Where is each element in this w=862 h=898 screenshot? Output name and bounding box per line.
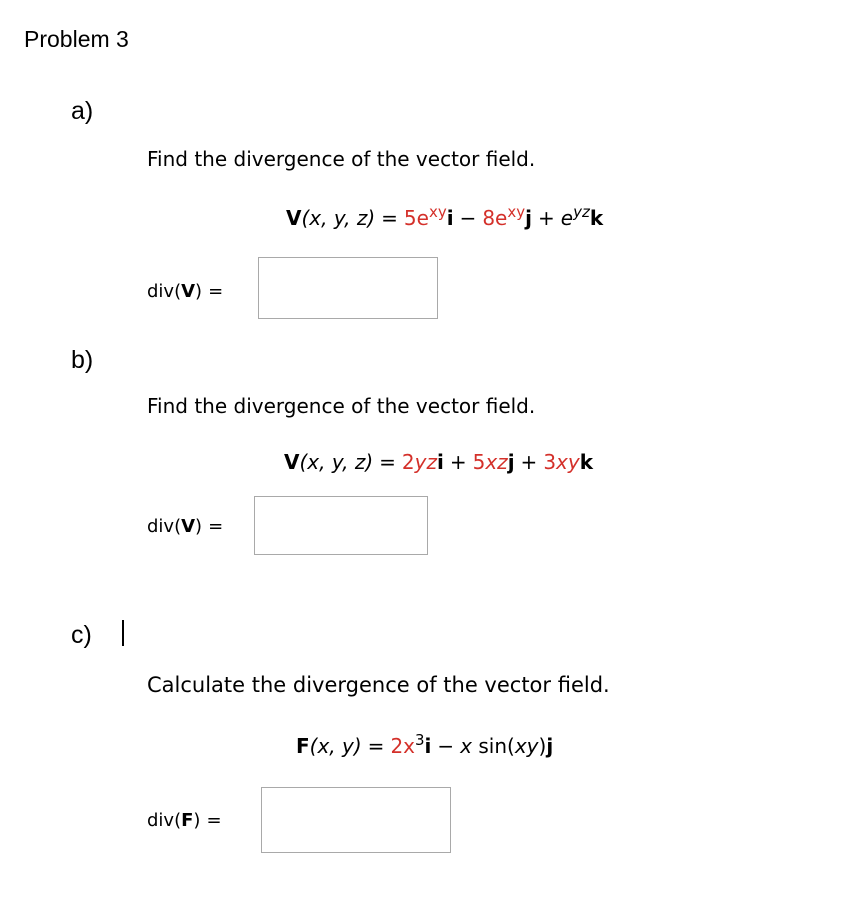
operator: − (437, 734, 455, 758)
k-exponent: yz (573, 202, 590, 221)
formula-args: (x, y) (309, 734, 362, 758)
j-variable: x (460, 734, 473, 758)
part-c-answer-label: div(F) = (147, 810, 222, 831)
unit-i: i (424, 734, 432, 758)
formula-args: (x, y, z) (299, 450, 374, 474)
sin-argument: xy (514, 734, 539, 758)
unit-i: i (436, 450, 444, 474)
i-exponent: xy (428, 202, 447, 221)
k-coefficient: 3 (543, 450, 557, 474)
equals-sign: = (381, 206, 398, 230)
i-coefficient: 2 (401, 450, 415, 474)
j-coefficient: 8e (482, 206, 508, 230)
vector-field-name: V (286, 206, 302, 230)
part-b-prompt: Find the divergence of the vector field. (147, 394, 536, 418)
part-c-prompt: Calculate the divergence of the vector field. (147, 673, 610, 697)
part-c-answer-input[interactable] (261, 787, 451, 853)
part-a-label: a) (71, 97, 94, 125)
part-c-formula: F(x, $y) = 2x^3i - x$ sin(xy)j (296, 730, 554, 758)
j-coefficient: 5 (472, 450, 486, 474)
part-a-formula (286, 202, 604, 230)
problem-title: Problem 3 (24, 26, 129, 52)
j-variables: xz (485, 450, 508, 474)
i-coefficient: 5e (403, 206, 429, 230)
part-b-answer-label: div(V) = (147, 516, 224, 537)
j-exponent: xy (507, 202, 526, 221)
part-a-answer-label: div(V) = (147, 281, 224, 302)
part-b-label: b) (71, 346, 94, 374)
operator: + (537, 206, 555, 230)
unit-j: j (525, 206, 532, 230)
i-exponent: 3 (415, 730, 425, 749)
i-variables: yz (414, 450, 437, 474)
unit-k: k (579, 450, 594, 474)
equals-sign: = (379, 450, 396, 474)
k-variables: xy (556, 450, 580, 474)
part-c-label: c) (71, 621, 92, 649)
unit-i: i (446, 206, 454, 230)
formula-args: (x, y, z) (301, 206, 376, 230)
part-a-prompt: Find the divergence of the vector field. (147, 147, 536, 171)
part-a-answer-input[interactable] (258, 257, 438, 319)
vector-field-name: F (296, 734, 310, 758)
unit-k: k (589, 206, 604, 230)
vector-field-name: V (284, 450, 300, 474)
operator: − (459, 206, 477, 230)
operator: + (520, 450, 538, 474)
operator: + (449, 450, 467, 474)
sin-function: sin( (478, 734, 515, 758)
unit-j: j (546, 734, 554, 758)
equals-sign: = (367, 734, 385, 758)
i-coefficient: 2x (390, 734, 415, 758)
unit-j: j (507, 450, 515, 474)
text-cursor (122, 620, 124, 646)
part-b-answer-input[interactable] (254, 496, 428, 555)
part-b-formula (284, 450, 593, 474)
k-base: e (560, 206, 574, 230)
